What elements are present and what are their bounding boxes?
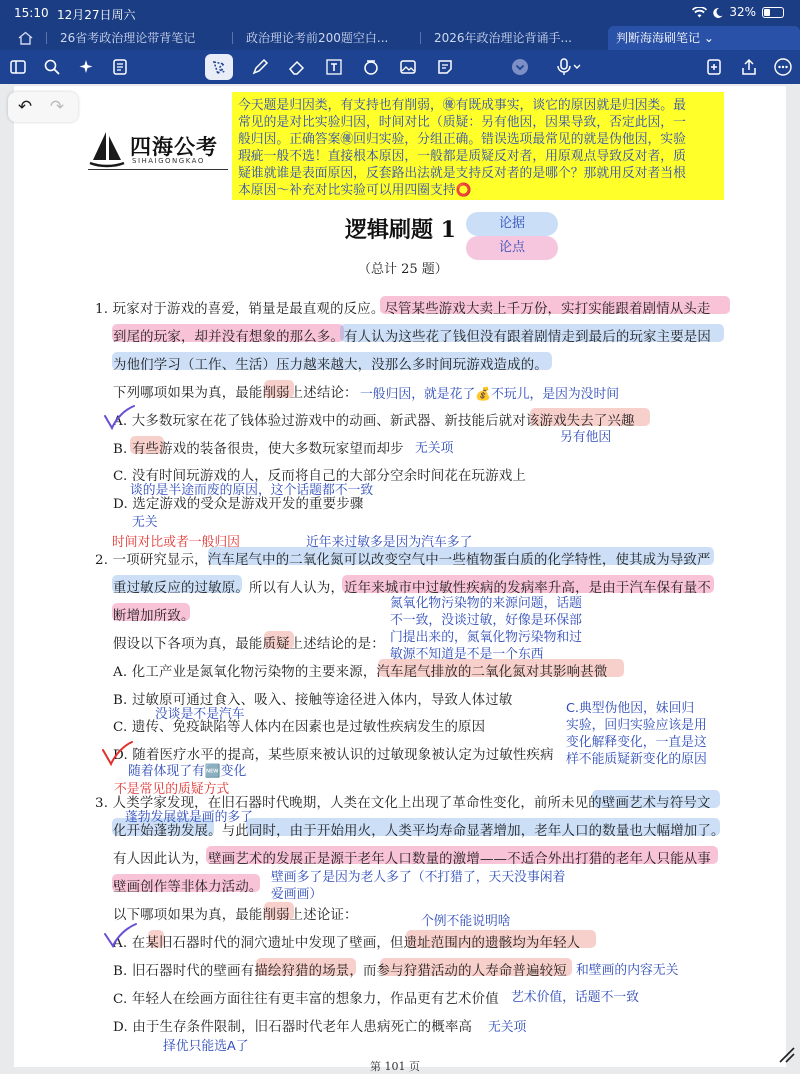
page-number: 第 101 页 xyxy=(370,1060,420,1073)
q3-note: 和壁画的内容无关 xyxy=(576,963,679,978)
q3-option-a[interactable]: A. 在某旧石器时代的洞穴遗址中发现了壁画，但遗址范围内的遗骸均为年轻人 xyxy=(113,936,581,951)
q3-note: 蓬勃发展就是画的多了 xyxy=(125,810,253,825)
q3-option-d[interactable]: D. 由于生存条件限制，旧石器时代老年人患病死亡的概率高 xyxy=(113,1020,473,1035)
checkmark-icon xyxy=(102,922,138,950)
moon-icon xyxy=(713,7,723,18)
status-bar xyxy=(0,0,800,26)
q3-option-c[interactable]: C. 年轻人在绘画方面往往有更丰富的想象力，作品更有艺术价值 xyxy=(113,992,499,1007)
legend-argument-label: 论据 xyxy=(498,216,525,231)
note-line: 本原因～补充对比实验可以用四圈支持⭕ xyxy=(238,183,472,198)
q3-question: 以下哪项如果为真，最能削弱上述论证： xyxy=(113,908,358,923)
q1-note: 一般归因，就是花了💰不玩儿，是因为没时间 xyxy=(360,387,620,402)
legend-point-pill xyxy=(466,236,558,260)
undo-redo-group xyxy=(8,92,78,122)
chevron-down-icon: ⌄ xyxy=(703,31,714,45)
tab-3-label: 2026年政治理论背诵手... xyxy=(434,31,572,45)
q2-question: 假设以下各项为真，最能质疑上述结论的是： xyxy=(113,637,385,652)
more-icon[interactable] xyxy=(771,55,795,79)
resize-handle-icon[interactable] xyxy=(776,1044,796,1064)
search-icon[interactable] xyxy=(40,55,64,79)
q2-top-note: 近年来过敏多是因为汽车多了 xyxy=(306,535,473,550)
sparkle-icon[interactable] xyxy=(74,55,98,79)
q2-c-note: 实验，回归实验应该是用 xyxy=(566,718,707,733)
sail-logo-icon xyxy=(88,130,126,168)
battery-icon xyxy=(762,7,784,18)
q2-side-note: 门提出来的，氮氧化物污染物和过 xyxy=(390,630,582,645)
q2-d-red-note: 不是常见的质疑方式 xyxy=(114,782,230,797)
q2-c-note: 变化解释变化，一直是这 xyxy=(566,735,707,750)
checkmark-icon xyxy=(100,740,134,770)
sidebar-icon[interactable] xyxy=(6,55,30,79)
logo-name: 四海公考 xyxy=(130,135,218,159)
home-icon[interactable] xyxy=(18,31,33,45)
lasso-icon[interactable] xyxy=(205,54,233,80)
q2-option-c[interactable]: C. 遗传、免疫缺陷等人体内在因素也是过敏性疾病发生的原因 xyxy=(113,720,486,735)
pen-icon[interactable] xyxy=(248,55,272,79)
q2-option-d[interactable]: D. 随着医疗水平的提高，某些原来被认识的过敏现象被认定为过敏性疾病 xyxy=(113,748,554,763)
note-line: 般归因。正确答案㊝回归实验，分组正确。错误选项最常见的就是伪他因，实验 xyxy=(238,132,686,147)
q2-side-note: 敏源不知道是不是一个东西 xyxy=(390,647,544,662)
q1-line: 1. 玩家对于游戏的喜爱，销量是最直观的反应。尽管某些游戏大卖上千万份，实打实能跟着剧情从头走 xyxy=(95,302,711,317)
more-tools-icon[interactable] xyxy=(508,55,532,79)
tab-1-label: 26省考政治理论带背笔记 xyxy=(60,31,196,45)
redo-icon[interactable]: ↷ xyxy=(49,97,65,117)
image-icon[interactable] xyxy=(396,55,420,79)
battery-percent: 32% xyxy=(729,5,756,19)
note-line: 常见的是对比实验归因，时间对比（质疑：另有他因，因果导致，否定此因，一 xyxy=(238,115,686,130)
q2-option-a[interactable]: A. 化工产业是氮氧化物污染物的主要来源，汽车尾气排放的二氧化氮对其影响甚微 xyxy=(113,665,608,680)
microphone-icon[interactable] xyxy=(552,55,588,79)
q2-c-note: 样不能质疑新变化的原因 xyxy=(566,752,707,767)
status-date: 12月27日周六 xyxy=(57,8,136,22)
note-line: 瑕疵一般不选！直接根本原因，一般都是质疑反对者，用原观点导致反对者，质 xyxy=(238,149,686,164)
undo-icon[interactable]: ↶ xyxy=(17,97,33,117)
q3-note: 择优只能选A了 xyxy=(163,1039,249,1054)
q2-b-note: 没谈是不是汽车 xyxy=(155,707,245,722)
q2-red-note: 时间对比或者一般归因 xyxy=(112,535,240,550)
q3-note: 无关项 xyxy=(488,1020,527,1035)
q2-line: 断增加所致。 xyxy=(113,609,195,624)
q1-option-c[interactable]: C. 没有时间玩游戏的人，反而将自己的大部分空余时间花在玩游戏上 xyxy=(113,469,527,484)
q3-option-b[interactable]: B. 旧石器时代的壁画有描绘狩猎的场景，而参与狩猎活动的人寿命普遍较短 xyxy=(113,964,567,979)
q1-option-d[interactable]: D. 选定游戏的受众是游戏开发的重要步骤 xyxy=(113,497,364,512)
q2-line: 重过敏反应的过敏原。所以有人认为，近年来城市中过敏性疾病的发病率升高，是由于汽车保有量不 xyxy=(113,581,711,596)
add-page-icon[interactable] xyxy=(702,55,726,79)
tab-4-label: 判断海海刷笔记 xyxy=(616,31,701,45)
document-icon[interactable] xyxy=(108,55,132,79)
sticky-note[interactable] xyxy=(232,92,724,200)
q3-note: 艺术价值，话题不一致 xyxy=(511,990,639,1005)
q1-note: 无关 xyxy=(132,515,158,530)
share-icon[interactable] xyxy=(737,55,761,79)
q1-option-b[interactable]: B. 有些游戏的装备很贵，使大多数玩家望而却步 xyxy=(113,442,404,457)
q3-line: 化开始蓬勃发展。与此同时，由于开始用火，人类平均寿命显著增加，老年人口的数量也大幅增加了。 xyxy=(113,824,725,839)
q1-line: 到尾的玩家，却并没有想象的那么多。有人认为这些花了钱但没有跟着剧情走到最后的玩家主要是因 xyxy=(113,330,711,345)
q3-note: 爱画画） xyxy=(271,887,323,902)
sticky-note-icon[interactable] xyxy=(433,55,457,79)
tab-2-label: 政治理论考前200题空白... xyxy=(246,31,389,45)
q3-note: 壁画多了是因为老人多了（不打猎了，天天没事闲着 xyxy=(271,870,566,885)
eraser-icon[interactable] xyxy=(285,55,309,79)
q2-c-note: C.典型伪他因，妹回归 xyxy=(566,701,695,716)
page-subtitle: （总计 25 题） xyxy=(358,262,448,277)
q3-line: 壁画创作等非体力活动。 xyxy=(113,880,263,895)
tab-4[interactable] xyxy=(608,26,800,50)
q1-line: 为他们学习（工作、生活）压力越来越大，没那么多时间玩游戏造成的。 xyxy=(113,358,548,373)
q3-note: 个例不能说明啥 xyxy=(421,914,511,929)
legend-point-label: 论点 xyxy=(498,240,525,255)
toolbar xyxy=(0,50,800,84)
q1-option-a[interactable]: A. 大多数玩家在花了钱体验过游戏中的动画、新武器、新技能后就对该游戏失去了兴趣 xyxy=(113,414,635,429)
note-line: 疑谁就谁是表面原因，反套路出法就是支持反对者的是哪个？那就用反对者当根 xyxy=(238,166,686,181)
q2-d-note: 随着体现了有🆕变化 xyxy=(128,764,247,779)
page-title: 逻辑刷题 1 xyxy=(345,217,456,243)
q2-side-note: 氮氧化物污染物的来源问题，话题 xyxy=(390,596,582,611)
q2-line: 2. 一项研究显示，汽车尾气中的二氧化氮可以改变空气中一些植物蛋白质的化学特性，使其成为导致严 xyxy=(95,553,711,568)
q1-question: 下列哪项如果为真，最能削弱上述结论： xyxy=(113,386,358,401)
logo-rule xyxy=(88,169,228,170)
q3-line: 有人因此认为，壁画艺术的发展正是源于老年人口数量的激增——不适合外出打猎的老年人只能从事 xyxy=(113,852,711,867)
tab-bar xyxy=(0,26,800,50)
status-time: 15:10 xyxy=(14,6,49,20)
checkmark-icon xyxy=(102,404,136,432)
q1-note: 无关项 xyxy=(415,441,454,456)
q3-line: 3. 人类学家发现，在旧石器时代晚期，人类在文化上出现了革命性变化，前所未见的壁画艺术与符号文 xyxy=(95,796,711,811)
q1-note: 另有他因 xyxy=(560,430,612,445)
tab-3[interactable] xyxy=(434,26,594,50)
q1-note: 谈的是半途而废的原因，这个话题都不一致 xyxy=(130,483,374,498)
q2-side-note: 不一致，没谈过敏，好像是环保部 xyxy=(390,613,582,628)
legend-argument-pill xyxy=(466,212,558,236)
textbox-icon[interactable] xyxy=(322,55,346,79)
q2-option-b[interactable]: B. 过敏原可通过食入、吸入、接触等途径进入体内，导致人体过敏 xyxy=(113,693,513,708)
shapes-icon[interactable] xyxy=(359,55,383,79)
tab-2[interactable] xyxy=(246,26,406,50)
tab-1[interactable] xyxy=(60,26,220,50)
logo-pinyin: SIHAIGONGKAO xyxy=(132,157,205,165)
wifi-icon xyxy=(692,7,707,18)
note-line: 今天题是归因类，有支持也有削弱，㊝有既成事实，谈它的原因就是归因类。最 xyxy=(238,98,686,113)
